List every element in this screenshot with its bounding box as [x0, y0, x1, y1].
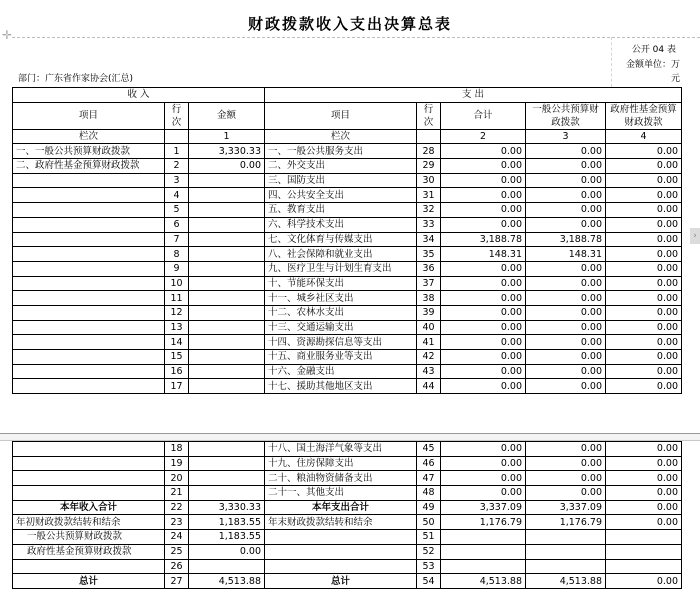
fund-budget-cell: 0.00 [606, 486, 682, 501]
expense-total-cell: 0.00 [441, 456, 526, 471]
income-amount-cell [189, 456, 265, 471]
fund-budget-cell: 0.00 [606, 515, 682, 530]
move-handle-icon[interactable]: ✛ [2, 28, 13, 42]
expense-line-cell: 30 [417, 173, 441, 188]
section-header-row [13, 88, 682, 103]
table-row [13, 291, 682, 306]
general-budget-cell: 0.00 [526, 188, 606, 203]
column-header-row [13, 102, 682, 129]
general-budget-cell: 0.00 [526, 217, 606, 232]
expense-item-cell: 二、外交支出 [265, 159, 417, 174]
table-row [13, 379, 682, 394]
fund-budget-cell: 0.00 [606, 335, 682, 350]
income-item-cell: 总计 [13, 574, 165, 589]
expense-line-cell: 47 [417, 471, 441, 486]
col-row-label: 栏次 [265, 129, 417, 144]
fund-budget-cell: 0.00 [606, 188, 682, 203]
general-budget-cell: 0.00 [526, 261, 606, 276]
expense-line-cell: 29 [417, 159, 441, 174]
general-budget-cell: 1,176.79 [526, 515, 606, 530]
income-amount-cell: 1,183.55 [189, 515, 265, 530]
general-budget-cell: 0.00 [526, 144, 606, 159]
expense-total-cell: 0.00 [441, 188, 526, 203]
expense-total-cell: 0.00 [441, 364, 526, 379]
income-item-cell [13, 364, 165, 379]
column-index-row [13, 129, 682, 144]
table-row [13, 456, 682, 471]
fund-budget-cell: 0.00 [606, 456, 682, 471]
fund-budget-header: 政府性基金预算财政拨款 [606, 102, 682, 129]
expense-item-cell: 十六、金融支出 [265, 364, 417, 379]
income-item-cell [13, 276, 165, 291]
table-row [13, 544, 682, 559]
expense-total-cell: 0.00 [441, 217, 526, 232]
income-item-cell [13, 379, 165, 394]
income-line-cell: 22 [165, 500, 189, 515]
expense-item-cell: 十九、住房保障支出 [265, 456, 417, 471]
expense-total-cell: 0.00 [441, 159, 526, 174]
table-row [13, 261, 682, 276]
income-item-cell [13, 456, 165, 471]
expense-line-cell: 42 [417, 350, 441, 365]
general-budget-cell: 0.00 [526, 276, 606, 291]
header-divider [12, 37, 700, 38]
income-line-cell: 1 [165, 144, 189, 159]
fund-budget-cell [606, 530, 682, 545]
fund-budget-cell: 0.00 [606, 232, 682, 247]
income-item-cell [13, 471, 165, 486]
general-budget-header: 一般公共预算财政拨款 [526, 102, 606, 129]
income-line-cell: 4 [165, 188, 189, 203]
expense-total-cell: 0.00 [441, 144, 526, 159]
expense-line-cell: 35 [417, 247, 441, 262]
income-amount-cell [189, 379, 265, 394]
expense-line-cell: 44 [417, 379, 441, 394]
expense-item-cell: 三、国防支出 [265, 173, 417, 188]
fund-budget-cell: 0.00 [606, 291, 682, 306]
expense-item-cell: 本年支出合计 [265, 500, 417, 515]
fund-budget-cell: 0.00 [606, 364, 682, 379]
expense-item-cell [265, 559, 417, 574]
income-amount-cell [189, 486, 265, 501]
fund-budget-cell: 0.00 [606, 217, 682, 232]
income-amount-cell: 4,513.88 [189, 574, 265, 589]
expense-line-cell: 37 [417, 276, 441, 291]
expense-total-cell [441, 559, 526, 574]
fund-budget-cell: 0.00 [606, 203, 682, 218]
income-item-cell [13, 188, 165, 203]
expense-item-cell: 七、文化体育与传媒支出 [265, 232, 417, 247]
expense-item-cell: 年末财政拨款结转和结余 [265, 515, 417, 530]
fund-budget-cell: 0.00 [606, 305, 682, 320]
expense-line-cell: 33 [417, 217, 441, 232]
income-line-cell: 23 [165, 515, 189, 530]
income-amount-cell: 3,330.33 [189, 144, 265, 159]
general-budget-cell [526, 544, 606, 559]
fund-budget-cell: 0.00 [606, 442, 682, 457]
page-split [0, 433, 700, 441]
expense-line-cell: 38 [417, 291, 441, 306]
expense-line-cell: 36 [417, 261, 441, 276]
table-row [13, 364, 682, 379]
unit-label-continued: 元 [670, 74, 680, 84]
income-amount-cell [189, 203, 265, 218]
col-index-4: 4 [606, 129, 682, 144]
income-amount-cell [189, 335, 265, 350]
general-budget-cell: 0.00 [526, 442, 606, 457]
income-amount-cell: 0.00 [189, 544, 265, 559]
income-line-cell: 26 [165, 559, 189, 574]
table-row [13, 442, 682, 457]
fund-budget-cell: 0.00 [606, 379, 682, 394]
income-amount-cell [189, 291, 265, 306]
general-budget-cell [526, 530, 606, 545]
expense-item-cell: 十五、商业服务业等支出 [265, 350, 417, 365]
income-item-cell: 二、政府性基金预算财政拨款 [13, 159, 165, 174]
income-amount-cell [189, 173, 265, 188]
expense-total-cell: 0.00 [441, 350, 526, 365]
expense-line-header: 行次 [417, 102, 441, 129]
table-row [13, 515, 682, 530]
expense-line-cell: 51 [417, 530, 441, 545]
expense-line-cell: 40 [417, 320, 441, 335]
expense-line-cell: 49 [417, 500, 441, 515]
income-item-cell [13, 291, 165, 306]
income-line-cell: 19 [165, 456, 189, 471]
general-budget-cell: 0.00 [526, 471, 606, 486]
expense-total-cell: 0.00 [441, 335, 526, 350]
income-line-cell: 13 [165, 320, 189, 335]
col-index-1: 1 [189, 129, 265, 144]
fund-budget-cell: 0.00 [606, 574, 682, 589]
fund-budget-cell: 0.00 [606, 471, 682, 486]
expense-line-cell: 34 [417, 232, 441, 247]
expense-item-cell: 十、节能环保支出 [265, 276, 417, 291]
empty-cell [417, 129, 441, 144]
income-amount-cell [189, 559, 265, 574]
table-row [13, 530, 682, 545]
income-line-cell: 10 [165, 276, 189, 291]
expense-line-cell: 54 [417, 574, 441, 589]
column-guide [611, 37, 612, 87]
expense-total-cell: 0.00 [441, 379, 526, 394]
income-line-cell: 2 [165, 159, 189, 174]
table-row [13, 276, 682, 291]
income-amount-cell: 3,330.33 [189, 500, 265, 515]
expense-item-cell: 总计 [265, 574, 417, 589]
general-budget-cell: 0.00 [526, 379, 606, 394]
income-line-cell: 18 [165, 442, 189, 457]
expense-line-cell: 52 [417, 544, 441, 559]
income-amount-cell [189, 442, 265, 457]
income-amount-cell [189, 350, 265, 365]
income-amount-cell [189, 261, 265, 276]
table-row [13, 500, 682, 515]
expense-total-cell: 0.00 [441, 486, 526, 501]
income-line-cell: 7 [165, 232, 189, 247]
expense-total-cell: 0.00 [441, 320, 526, 335]
expense-line-cell: 50 [417, 515, 441, 530]
general-budget-cell: 3,188.78 [526, 232, 606, 247]
table-row [13, 188, 682, 203]
income-line-cell: 8 [165, 247, 189, 262]
empty-cell [165, 129, 189, 144]
expense-item-cell: 五、教育支出 [265, 203, 417, 218]
expense-item-cell: 十二、农林水支出 [265, 305, 417, 320]
general-budget-cell: 0.00 [526, 364, 606, 379]
general-budget-cell: 4,513.88 [526, 574, 606, 589]
general-budget-cell: 3,337.09 [526, 500, 606, 515]
income-item-cell [13, 173, 165, 188]
expense-total-cell: 0.00 [441, 276, 526, 291]
income-line-cell: 3 [165, 173, 189, 188]
col-index-2: 2 [441, 129, 526, 144]
general-budget-cell: 0.00 [526, 350, 606, 365]
income-line-cell: 6 [165, 217, 189, 232]
general-budget-cell: 0.00 [526, 305, 606, 320]
col-row-label: 栏次 [13, 129, 165, 144]
general-budget-cell: 0.00 [526, 486, 606, 501]
income-item-cell [13, 203, 165, 218]
fund-budget-cell: 0.00 [606, 320, 682, 335]
expense-line-cell: 39 [417, 305, 441, 320]
expense-line-cell: 41 [417, 335, 441, 350]
table-row [13, 471, 682, 486]
expense-total-cell: 0.00 [441, 203, 526, 218]
fund-budget-cell: 0.00 [606, 276, 682, 291]
expense-item-cell [265, 544, 417, 559]
table-row [13, 173, 682, 188]
expense-item-cell: 十四、资源勘探信息等支出 [265, 335, 417, 350]
income-amount-cell [189, 247, 265, 262]
income-line-cell: 12 [165, 305, 189, 320]
expense-header: 支 出 [265, 88, 682, 103]
income-item-cell: 政府性基金预算财政拨款 [13, 544, 165, 559]
general-budget-cell [526, 559, 606, 574]
general-budget-cell: 0.00 [526, 456, 606, 471]
table-row [13, 574, 682, 589]
expense-item-header: 项目 [265, 102, 417, 129]
expense-item-cell: 四、公共安全支出 [265, 188, 417, 203]
col-index-3: 3 [526, 129, 606, 144]
expense-item-cell: 十七、援助其他地区支出 [265, 379, 417, 394]
income-amount-cell [189, 471, 265, 486]
fund-budget-cell [606, 559, 682, 574]
expense-item-cell: 十八、国土海洋气象等支出 [265, 442, 417, 457]
general-budget-cell: 0.00 [526, 173, 606, 188]
income-amount-header: 金额 [189, 102, 265, 129]
income-amount-cell [189, 305, 265, 320]
table-row [13, 320, 682, 335]
income-line-cell: 5 [165, 203, 189, 218]
expense-total-cell: 0.00 [441, 471, 526, 486]
expense-item-cell: 九、医疗卫生与计划生育支出 [265, 261, 417, 276]
fund-budget-cell: 0.00 [606, 247, 682, 262]
expense-total-cell [441, 544, 526, 559]
expense-total-cell: 4,513.88 [441, 574, 526, 589]
expense-total-cell: 0.00 [441, 261, 526, 276]
expense-total-cell: 0.00 [441, 442, 526, 457]
expense-total-cell: 0.00 [441, 173, 526, 188]
income-line-cell: 16 [165, 364, 189, 379]
general-budget-cell: 0.00 [526, 320, 606, 335]
expense-item-cell: 二十、粮油物资储备支出 [265, 471, 417, 486]
income-amount-cell [189, 276, 265, 291]
income-line-cell: 17 [165, 379, 189, 394]
table-row [13, 203, 682, 218]
table-row [13, 217, 682, 232]
fund-budget-cell: 0.00 [606, 350, 682, 365]
income-line-cell: 14 [165, 335, 189, 350]
income-item-header: 项目 [13, 102, 165, 129]
expense-line-cell: 43 [417, 364, 441, 379]
table-row [13, 159, 682, 174]
expense-total-cell: 3,188.78 [441, 232, 526, 247]
income-item-cell: 本年收入合计 [13, 500, 165, 515]
income-item-cell [13, 335, 165, 350]
expense-total-cell: 1,176.79 [441, 515, 526, 530]
expense-item-cell: 十三、交通运输支出 [265, 320, 417, 335]
income-item-cell [13, 486, 165, 501]
expense-line-cell: 32 [417, 203, 441, 218]
income-line-cell: 11 [165, 291, 189, 306]
expense-line-cell: 45 [417, 442, 441, 457]
general-budget-cell: 0.00 [526, 335, 606, 350]
fund-budget-cell: 0.00 [606, 500, 682, 515]
income-item-cell: 一般公共预算财政拨款 [13, 530, 165, 545]
table-row [13, 247, 682, 262]
expense-total-cell: 0.00 [441, 305, 526, 320]
fund-budget-cell: 0.00 [606, 144, 682, 159]
income-item-cell [13, 261, 165, 276]
fund-budget-cell: 0.00 [606, 261, 682, 276]
summary-table-bottom [12, 441, 682, 589]
expense-total-cell: 0.00 [441, 291, 526, 306]
expense-item-cell: 六、科学技术支出 [265, 217, 417, 232]
general-budget-cell: 148.31 [526, 247, 606, 262]
income-line-cell: 9 [165, 261, 189, 276]
expense-total-cell: 148.31 [441, 247, 526, 262]
income-line-cell: 21 [165, 486, 189, 501]
summary-table-top [12, 87, 682, 394]
income-item-cell [13, 559, 165, 574]
unit-label: 金额单位：万 [625, 60, 680, 70]
income-line-cell: 24 [165, 530, 189, 545]
income-line-cell: 25 [165, 544, 189, 559]
table-row [13, 305, 682, 320]
income-item-cell [13, 217, 165, 232]
expense-total-cell: 3,337.09 [441, 500, 526, 515]
income-item-cell [13, 350, 165, 365]
table-row [13, 232, 682, 247]
income-amount-cell [189, 232, 265, 247]
income-item-cell [13, 320, 165, 335]
table-row [13, 486, 682, 501]
table-row [13, 335, 682, 350]
income-amount-cell [189, 188, 265, 203]
table-code: 公开 04 表 [631, 45, 676, 55]
income-item-cell [13, 305, 165, 320]
income-item-cell [13, 247, 165, 262]
expense-total-header: 合计 [441, 102, 526, 129]
expense-line-cell: 48 [417, 486, 441, 501]
income-line-cell: 27 [165, 574, 189, 589]
general-budget-cell: 0.00 [526, 291, 606, 306]
expand-arrow-icon[interactable]: › [690, 228, 700, 244]
income-line-cell: 15 [165, 350, 189, 365]
income-amount-cell: 0.00 [189, 159, 265, 174]
income-amount-cell [189, 217, 265, 232]
expense-item-cell: 二十一、其他支出 [265, 486, 417, 501]
general-budget-cell: 0.00 [526, 159, 606, 174]
income-item-cell: 一、一般公共预算财政拨款 [13, 144, 165, 159]
income-item-cell [13, 442, 165, 457]
income-item-cell [13, 232, 165, 247]
fund-budget-cell: 0.00 [606, 173, 682, 188]
expense-item-cell: 八、社会保障和就业支出 [265, 247, 417, 262]
table-row [13, 144, 682, 159]
fund-budget-cell: 0.00 [606, 159, 682, 174]
expense-line-cell: 31 [417, 188, 441, 203]
expense-total-cell [441, 530, 526, 545]
expense-line-cell: 46 [417, 456, 441, 471]
fund-budget-cell [606, 544, 682, 559]
income-item-cell: 年初财政拨款结转和结余 [13, 515, 165, 530]
income-header: 收 入 [13, 88, 265, 103]
table-row [13, 559, 682, 574]
expense-item-cell: 十一、城乡社区支出 [265, 291, 417, 306]
income-amount-cell [189, 320, 265, 335]
income-amount-cell: 1,183.55 [189, 530, 265, 545]
income-amount-cell [189, 364, 265, 379]
income-line-cell: 20 [165, 471, 189, 486]
table-row [13, 350, 682, 365]
department-label: 部门：广东省作家协会(汇总) [18, 74, 134, 84]
expense-line-cell: 28 [417, 144, 441, 159]
expense-item-cell [265, 530, 417, 545]
expense-line-cell: 53 [417, 559, 441, 574]
page-title: 财政拨款收入支出决算总表 [247, 15, 452, 33]
expense-item-cell: 一、一般公共服务支出 [265, 144, 417, 159]
income-line-header: 行次 [165, 102, 189, 129]
general-budget-cell: 0.00 [526, 203, 606, 218]
